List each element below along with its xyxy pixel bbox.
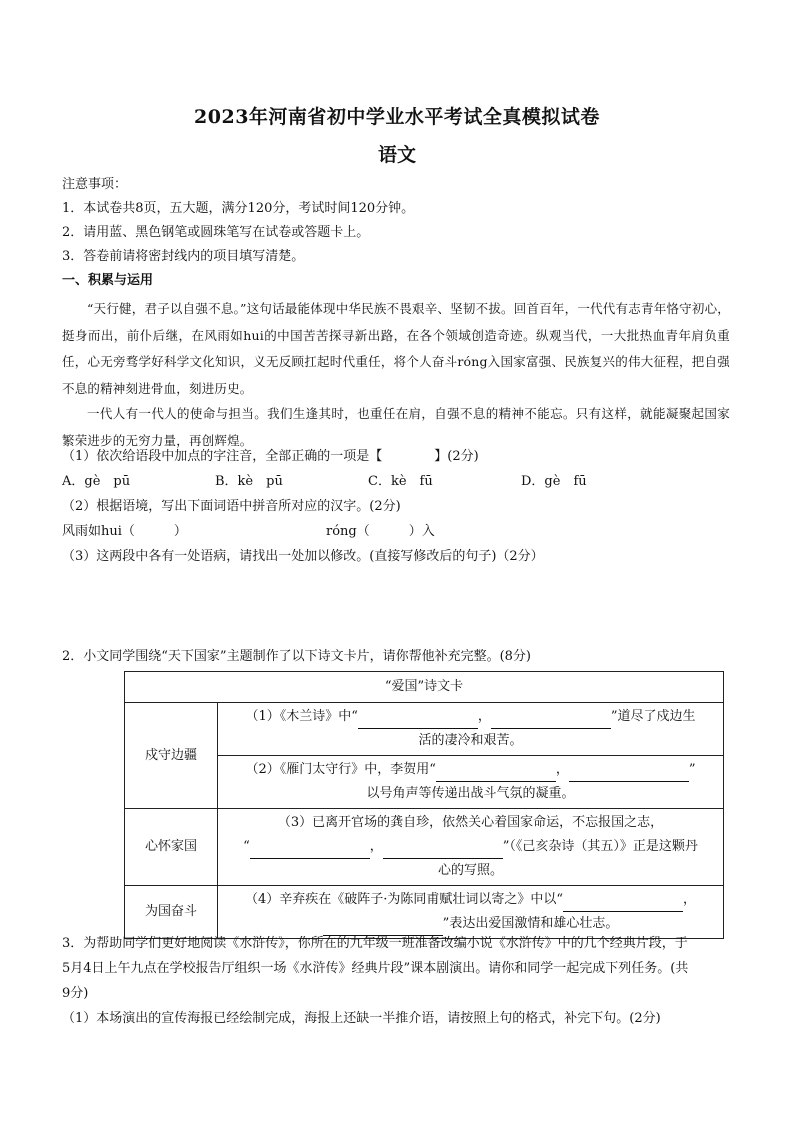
entry-2-tail: 以号角声等传递出战斗气氛的凝重。 [366,786,575,801]
notice-item-1: 1．本试卷共8页，五大题，满分120分，考试时间120分钟。 [62,201,415,216]
answer-blank[interactable] [491,712,611,729]
card-entry-4 [218,886,724,939]
answer-blank[interactable] [358,712,478,729]
category-struggle: 为国奋斗 [125,886,218,939]
q1-stem: （1）依次给语段中加点的字注音，全部正确的一项是【 】(2分) [62,449,479,464]
entry-1-tail: 活的凄冷和艰苦。 [418,733,523,748]
notice-heading: 注意事项： [62,177,128,192]
entry-1-pre: （1）《木兰诗》中“ [245,709,358,724]
card-title: “爱国”诗文卡 [125,672,724,703]
passage-paragraph-1: “天行健，君子以自强不息。”这句话最能体现中华民族不畏艰辛、坚韧不拔。回首百年，一代代有志青年恪守初心，挺身而出，前仆后继，在风雨如hui的中国苦苦探寻新出路，在各个领域创造奇迹。纵观当代，一大批热血青年肩负重任，心无旁骛学好科学文化知识，义无反顾扛起时代重任，将个人奋斗róng入国家富强、民族复兴的伟大征程，把自强不息的精神刻进骨血，刻进历史。 [62,301,730,396]
exam-title: 2023年河南省初中学业水平考试全真模拟试卷 [194,106,600,128]
entry-3-pre: “ [243,839,250,854]
entry-2-post: ” [688,762,696,777]
q3-stem: （3）这两段中各有一处语病，请找出一处加以修改。(直接写修改后的句子)（2分） [62,549,544,564]
q1-option-b: B．kè pū [215,474,283,489]
entry-4-line-a: （4）辛弃疾在《破阵子·为陈同甫赋壮词以寄之》中以“ [244,892,564,907]
entry-1-mid: ， [477,709,491,724]
question3-line-1: 3．为帮助同学们更好地阅读《水浒传》，你所在的九年级一班准备改编小说《水浒传》中的几个经典片段，于 [62,936,688,951]
entry-3-line-a: （3）已离开官场的龚自珍，依然关心着国家命运，不忘报国之志， [277,815,664,830]
question2-stem: 2．小文同学围绕“天下国家”主题制作了以下诗文卡片，请你帮他补充完整。(8分) [62,649,531,664]
entry-1-post: ”道尽了戍边生 [610,709,696,724]
category-border-defense: 戍守边疆 [125,703,218,809]
question3-line-2: 5月4日上午九点在学校报告厅组织一场《水浒传》经典片段”课本剧演出。请你和同学一起完成下列任务。(共 [62,961,689,976]
entry-3-mid: ， [369,839,383,854]
entry-2-mid: ， [555,762,569,777]
passage-paragraph-2: 一代人有一代人的使命与担当。我们生逢其时，也重任在肩，自强不息的精神不能忘。只有这样，就能凝聚起国家繁荣进步的无穷力量，再创辉煌。 [62,406,730,448]
q2-item-b: róng（ ）入 [326,524,435,539]
answer-blank[interactable] [383,842,503,859]
q2-stem: （2）根据语境，写出下面词语中拼音所对应的汉字。(2分) [62,499,401,514]
answer-blank[interactable] [569,765,689,782]
card-entry-2 [218,756,724,809]
entry-3-post: ”（《己亥杂诗（其五）》正是这颗丹 [502,839,698,854]
q2-item-a: 风雨如hui（ ） [62,524,187,539]
poetry-card-table [124,671,724,939]
card-entry-3 [218,809,724,886]
notice-item-2: 2．请用蓝、黑色钢笔或圆珠笔写在试卷或答题卡上。 [62,225,370,240]
card-entry-1 [218,703,724,756]
notice-item-3: 3．答卷前请将密封线内的项目填写清楚。 [62,249,305,264]
q1-option-a: A．gè pū [62,474,131,489]
section1-heading: 一、积累与运用 [62,273,154,288]
exam-subject: 语文 [377,144,416,166]
answer-blank[interactable] [436,765,556,782]
q1-option-d: D．gè fū [521,474,587,489]
q1-option-c: C．kè fū [368,474,433,489]
question3-sub1: （1）本场演出的宣传海报已经绘制完成，海报上还缺一半推介语，请按照上句的格式，补完下句。(2分) [62,1011,661,1026]
answer-blank[interactable] [563,895,683,912]
entry-3-line-c: 心的写照。 [437,863,503,878]
entry-2-pre: （2）《雁门太守行》中，李贺用“ [245,762,436,777]
question3-line-3: 9分) [62,986,89,1001]
category-patriotism: 心怀家国 [125,809,218,886]
answer-blank[interactable] [250,842,370,859]
entry-4-line-b: ”表达出爱国激情和雄心壮志。 [442,916,619,931]
entry-4-mid: ， [683,892,697,907]
